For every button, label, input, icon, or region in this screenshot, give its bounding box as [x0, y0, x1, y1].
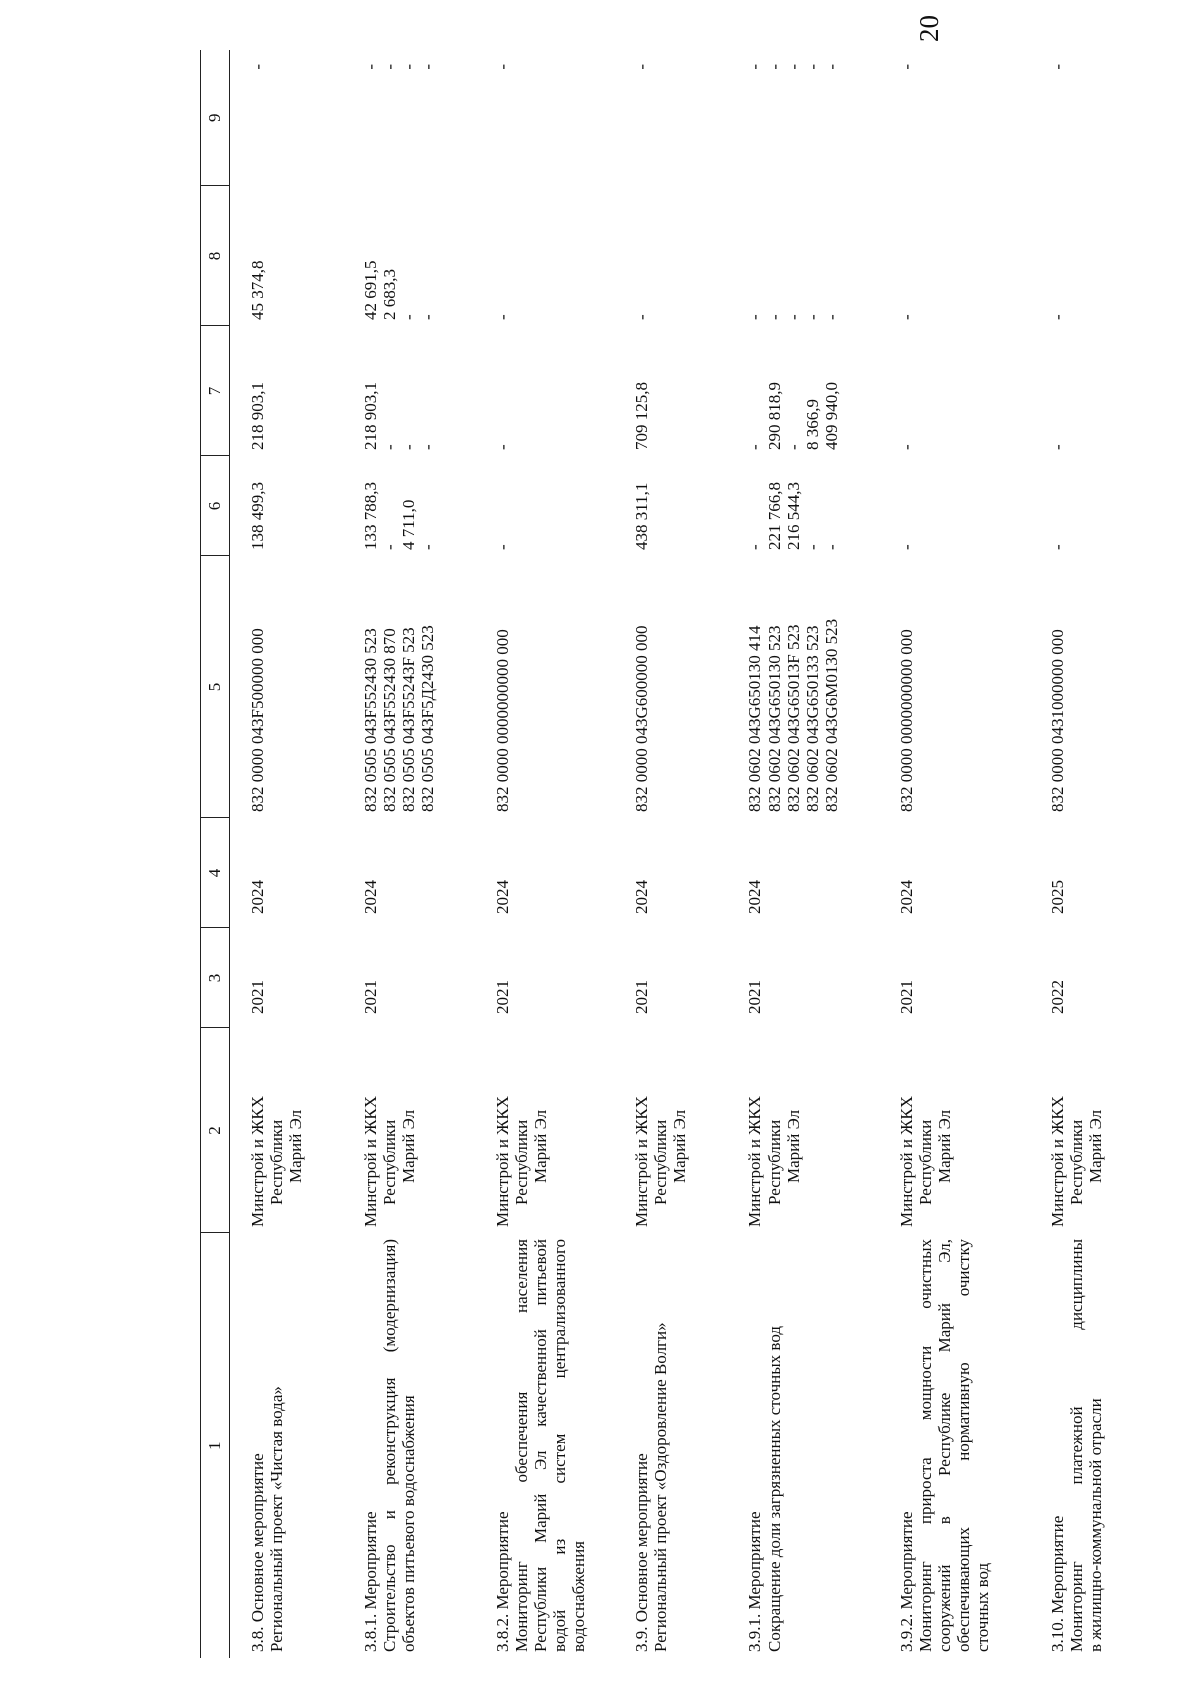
amount-value: -: [493, 314, 513, 320]
measure-title-line: сооружений в Республике Марий Эл,: [934, 1239, 954, 1652]
row-spacer-cell: [588, 50, 614, 1658]
measure-title-line: Сокращение доли загрязненных сточных вод: [764, 1325, 784, 1652]
budget-code: 832 0505 043F552430 523: [361, 628, 381, 812]
amount-value: -: [802, 314, 822, 320]
page-number: 20: [914, 15, 944, 42]
agency-line: Республики: [764, 1119, 784, 1205]
budget-code: 832 0000 0000000000 000: [493, 629, 513, 812]
measure-title: [343, 1233, 437, 1658]
amount-value: -: [783, 314, 803, 320]
agency-line: Марий Эл: [399, 1109, 419, 1183]
row-spacer-cell: [437, 50, 475, 1658]
budget-code: 832 0602 043G650130 414: [745, 625, 765, 812]
amount-value: 409 940,0: [821, 382, 841, 450]
amount-value: 8 366,9: [802, 399, 822, 450]
value-col-7: [614, 326, 689, 456]
value-col-8: [1030, 186, 1105, 326]
row-spacer-cell: [841, 50, 879, 1658]
start-year: 2021: [361, 980, 381, 1014]
responsible-agency: [475, 1028, 588, 1233]
amount-value: -: [399, 444, 419, 450]
value-col-7: [475, 326, 588, 456]
responsible-agency: [879, 1028, 992, 1233]
table-row: [1030, 50, 1105, 1658]
amount-value: 133 788,3: [361, 482, 381, 550]
measure-title-line: Региональный проект «Чистая вода»: [267, 1386, 287, 1652]
measure-title-line: сточных вод: [972, 1562, 992, 1652]
measure-title-line: обеспечивающих нормативную очистку: [953, 1239, 973, 1652]
value-col-9: [343, 50, 437, 186]
value-col-9: [614, 50, 689, 186]
measure-title-line: объектов питьевого водоснабжения: [399, 1395, 419, 1652]
amount-value: -: [1047, 544, 1067, 550]
value-col-9: [879, 50, 992, 186]
amount-value: -: [632, 314, 652, 320]
table-row: [879, 50, 992, 1658]
amount-value: -: [632, 64, 652, 70]
column-header-4: 4: [201, 818, 230, 928]
budget-classification-codes: [879, 556, 992, 818]
table-row: [230, 50, 306, 1658]
column-header-1: 1: [201, 1233, 230, 1658]
amount-value: -: [380, 64, 400, 70]
table-row: [475, 50, 588, 1658]
end-year: 2024: [361, 880, 381, 914]
budget-code: 832 0000 043G600000 000: [632, 625, 652, 812]
measure-title: [1030, 1233, 1105, 1658]
agency-line: Марий Эл: [670, 1109, 690, 1183]
value-col-8: [879, 186, 992, 326]
amount-value: -: [745, 444, 765, 450]
agency-line: Республики: [651, 1119, 671, 1205]
column-header-8: 8: [201, 186, 230, 326]
measure-title-line: водой из систем централизованного: [550, 1239, 570, 1652]
agency-line: Минстрой и ЖКХ: [632, 1095, 652, 1227]
amount-value: -: [896, 544, 916, 550]
measure-title: [475, 1233, 588, 1658]
end-year: 2024: [493, 880, 513, 914]
value-col-8: [475, 186, 588, 326]
measure-title: [879, 1233, 992, 1658]
measure-title-line: Республики Марий Эл качественной питьевой: [531, 1239, 551, 1652]
amount-value: 138 499,3: [248, 482, 267, 550]
agency-line: Республики: [380, 1119, 400, 1205]
value-col-6: [879, 456, 992, 556]
amount-value: 216 544,3: [783, 482, 803, 550]
amount-value: 4 711,0: [399, 499, 419, 550]
program-measures-table: [200, 50, 1105, 1658]
row-spacer: [305, 50, 343, 1658]
amount-value: -: [248, 64, 267, 70]
agency-line: Минстрой и ЖКХ: [745, 1095, 765, 1227]
amount-value: -: [821, 64, 841, 70]
budget-code: 832 0000 043F500000 000: [248, 628, 267, 812]
end-year: 2024: [745, 880, 765, 914]
budget-code: 832 0602 043G650133 523: [802, 625, 822, 812]
amount-value: -: [493, 544, 513, 550]
amount-value: -: [493, 64, 513, 70]
measure-title: [614, 1233, 689, 1658]
agency-line: Марий Эл: [783, 1109, 803, 1183]
column-header-7: 7: [201, 326, 230, 456]
amount-value: -: [802, 64, 822, 70]
measure-title-line: Мониторинг платежной дисциплины: [1066, 1239, 1086, 1652]
amount-value: 290 818,9: [764, 382, 784, 450]
measure-title-line: водоснабжения: [569, 1541, 589, 1652]
value-col-6: [475, 456, 588, 556]
budget-code: 832 0000 0000000000 000: [896, 629, 916, 812]
row-spacer-cell: [992, 50, 1030, 1658]
value-col-8: [727, 186, 840, 326]
budget-classification-codes: [1030, 556, 1105, 818]
amount-value: -: [896, 64, 916, 70]
value-col-6: [230, 456, 306, 556]
measure-title-line: Мониторинг обеспечения населения: [512, 1239, 532, 1652]
amount-value: -: [418, 444, 438, 450]
row-spacer: [689, 50, 727, 1658]
responsible-agency: [343, 1028, 437, 1233]
value-col-7: [1030, 326, 1105, 456]
value-col-7: [727, 326, 840, 456]
agency-line: Минстрой и ЖКХ: [1047, 1095, 1067, 1227]
budget-code: 832 0000 0431000000 000: [1047, 629, 1067, 812]
amount-value: -: [745, 544, 765, 550]
measure-title-line: 3.8.2. Мероприятие: [493, 1511, 513, 1652]
column-header-2: 2: [201, 1028, 230, 1233]
end-year: 2025: [1047, 880, 1067, 914]
measure-title-line: Региональный проект «Оздоровление Волги»: [651, 1322, 671, 1652]
row-spacer: [992, 50, 1030, 1658]
budget-code: 832 0505 043F5Д2430 523: [418, 625, 438, 812]
value-col-6: [727, 456, 840, 556]
value-col-9: [475, 50, 588, 186]
budget-code: 832 0602 043G6M0130 523: [821, 618, 841, 812]
value-col-8: [614, 186, 689, 326]
table-row: [614, 50, 689, 1658]
value-col-7: [879, 326, 992, 456]
amount-value: -: [821, 544, 841, 550]
value-col-9: [230, 50, 306, 186]
measure-title-line: 3.10. Мероприятие: [1047, 1515, 1067, 1652]
amount-value: 2 683,3: [380, 269, 400, 320]
measure-title-line: в жилищно-коммунальной отрасли: [1085, 1398, 1105, 1652]
amount-value: 218 903,1: [361, 382, 381, 450]
column-header-9: 9: [201, 50, 230, 186]
measure-title-line: 3.8.1. Мероприятие: [361, 1511, 381, 1652]
agency-line: Марий Эл: [934, 1109, 954, 1183]
amount-value: -: [896, 444, 916, 450]
start-year: 2022: [1047, 980, 1067, 1014]
budget-classification-codes: [727, 556, 840, 818]
amount-value: -: [399, 314, 419, 320]
start-year: 2021: [493, 980, 513, 1014]
row-spacer: [841, 50, 879, 1658]
row-spacer: [437, 50, 475, 1658]
start-year: 2021: [896, 980, 916, 1014]
amount-value: 221 766,8: [764, 482, 784, 550]
row-spacer-cell: [689, 50, 727, 1658]
budget-classification-codes: [475, 556, 588, 818]
amount-value: 218 903,1: [248, 382, 267, 450]
amount-value: -: [783, 64, 803, 70]
agency-line: Республики: [915, 1119, 935, 1205]
value-col-9: [727, 50, 840, 186]
amount-value: -: [821, 314, 841, 320]
rotated-table-container: [200, 50, 1105, 1658]
budget-classification-codes: [230, 556, 306, 818]
responsible-agency: [230, 1028, 306, 1233]
end-year: 2024: [632, 880, 652, 914]
end-year: 2024: [896, 880, 916, 914]
amount-value: 42 691,5: [361, 260, 381, 320]
start-year: 2021: [745, 980, 765, 1014]
row-spacer: [588, 50, 614, 1658]
value-col-6: [614, 456, 689, 556]
table-body: [230, 50, 1105, 1658]
value-col-6: [1030, 456, 1105, 556]
responsible-agency: [614, 1028, 689, 1233]
amount-value: -: [764, 314, 784, 320]
budget-classification-codes: [343, 556, 437, 818]
budget-code: 832 0602 043G650130 523: [764, 625, 784, 812]
budget-code: 832 0602 043G65013F 523: [783, 624, 803, 812]
column-header-6: 6: [201, 456, 230, 556]
amount-value: -: [1047, 444, 1067, 450]
measure-title-line: Строительство и реконструкция (модернизация): [380, 1239, 400, 1652]
measure-title: [230, 1233, 306, 1658]
agency-line: Минстрой и ЖКХ: [361, 1095, 381, 1227]
amount-value: -: [418, 544, 438, 550]
value-col-7: [343, 326, 437, 456]
amount-value: -: [493, 444, 513, 450]
column-header-5: 5: [201, 556, 230, 818]
table-header-row: [201, 50, 230, 1658]
agency-line: Марий Эл: [531, 1109, 551, 1183]
responsible-agency: [1030, 1028, 1105, 1233]
budget-classification-codes: [614, 556, 689, 818]
measure-title-line: 3.9.1. Мероприятие: [745, 1511, 765, 1652]
amount-value: -: [745, 64, 765, 70]
amount-value: 438 311,1: [632, 482, 652, 550]
amount-value: -: [380, 444, 400, 450]
agency-line: Республики: [512, 1119, 532, 1205]
row-spacer-cell: [305, 50, 343, 1658]
agency-line: Минстрой и ЖКХ: [248, 1095, 267, 1227]
amount-value: -: [896, 314, 916, 320]
column-header-3: 3: [201, 928, 230, 1028]
amount-value: -: [1047, 314, 1067, 320]
agency-line: Республики: [1066, 1119, 1086, 1205]
agency-line: Марий Эл: [1085, 1109, 1105, 1183]
budget-code: 832 0505 043F55243F 523: [399, 627, 419, 812]
table-row: [727, 50, 840, 1658]
amount-value: -: [802, 544, 822, 550]
agency-line: Минстрой и ЖКХ: [896, 1095, 916, 1227]
responsible-agency: [727, 1028, 840, 1233]
table-row: [343, 50, 437, 1658]
agency-line: Марий Эл: [286, 1109, 306, 1183]
measure-title-line: 3.9. Основное мероприятие: [632, 1453, 652, 1652]
measure-title-line: 3.9.2. Мероприятие: [896, 1511, 916, 1652]
agency-line: Республики: [267, 1119, 287, 1205]
end-year: 2024: [248, 880, 267, 914]
amount-value: -: [764, 64, 784, 70]
amount-value: -: [361, 64, 381, 70]
measure-title: [727, 1233, 840, 1658]
start-year: 2021: [248, 980, 267, 1014]
start-year: 2021: [632, 980, 652, 1014]
value-col-8: [343, 186, 437, 326]
amount-value: -: [783, 444, 803, 450]
amount-value: -: [399, 64, 419, 70]
value-col-9: [1030, 50, 1105, 186]
amount-value: 709 125,8: [632, 382, 652, 450]
agency-line: Минстрой и ЖКХ: [493, 1095, 513, 1227]
measure-title-line: Мониторинг прироста мощности очистных: [915, 1239, 935, 1652]
value-col-7: [230, 326, 306, 456]
value-col-6: [343, 456, 437, 556]
measure-title-line: 3.8. Основное мероприятие: [248, 1453, 267, 1652]
value-col-8: [230, 186, 306, 326]
budget-code: 832 0505 043F552430 870: [380, 628, 400, 812]
amount-value: 45 374,8: [248, 260, 267, 320]
amount-value: -: [745, 314, 765, 320]
amount-value: -: [418, 314, 438, 320]
amount-value: -: [1047, 64, 1067, 70]
amount-value: -: [418, 64, 438, 70]
amount-value: -: [380, 544, 400, 550]
